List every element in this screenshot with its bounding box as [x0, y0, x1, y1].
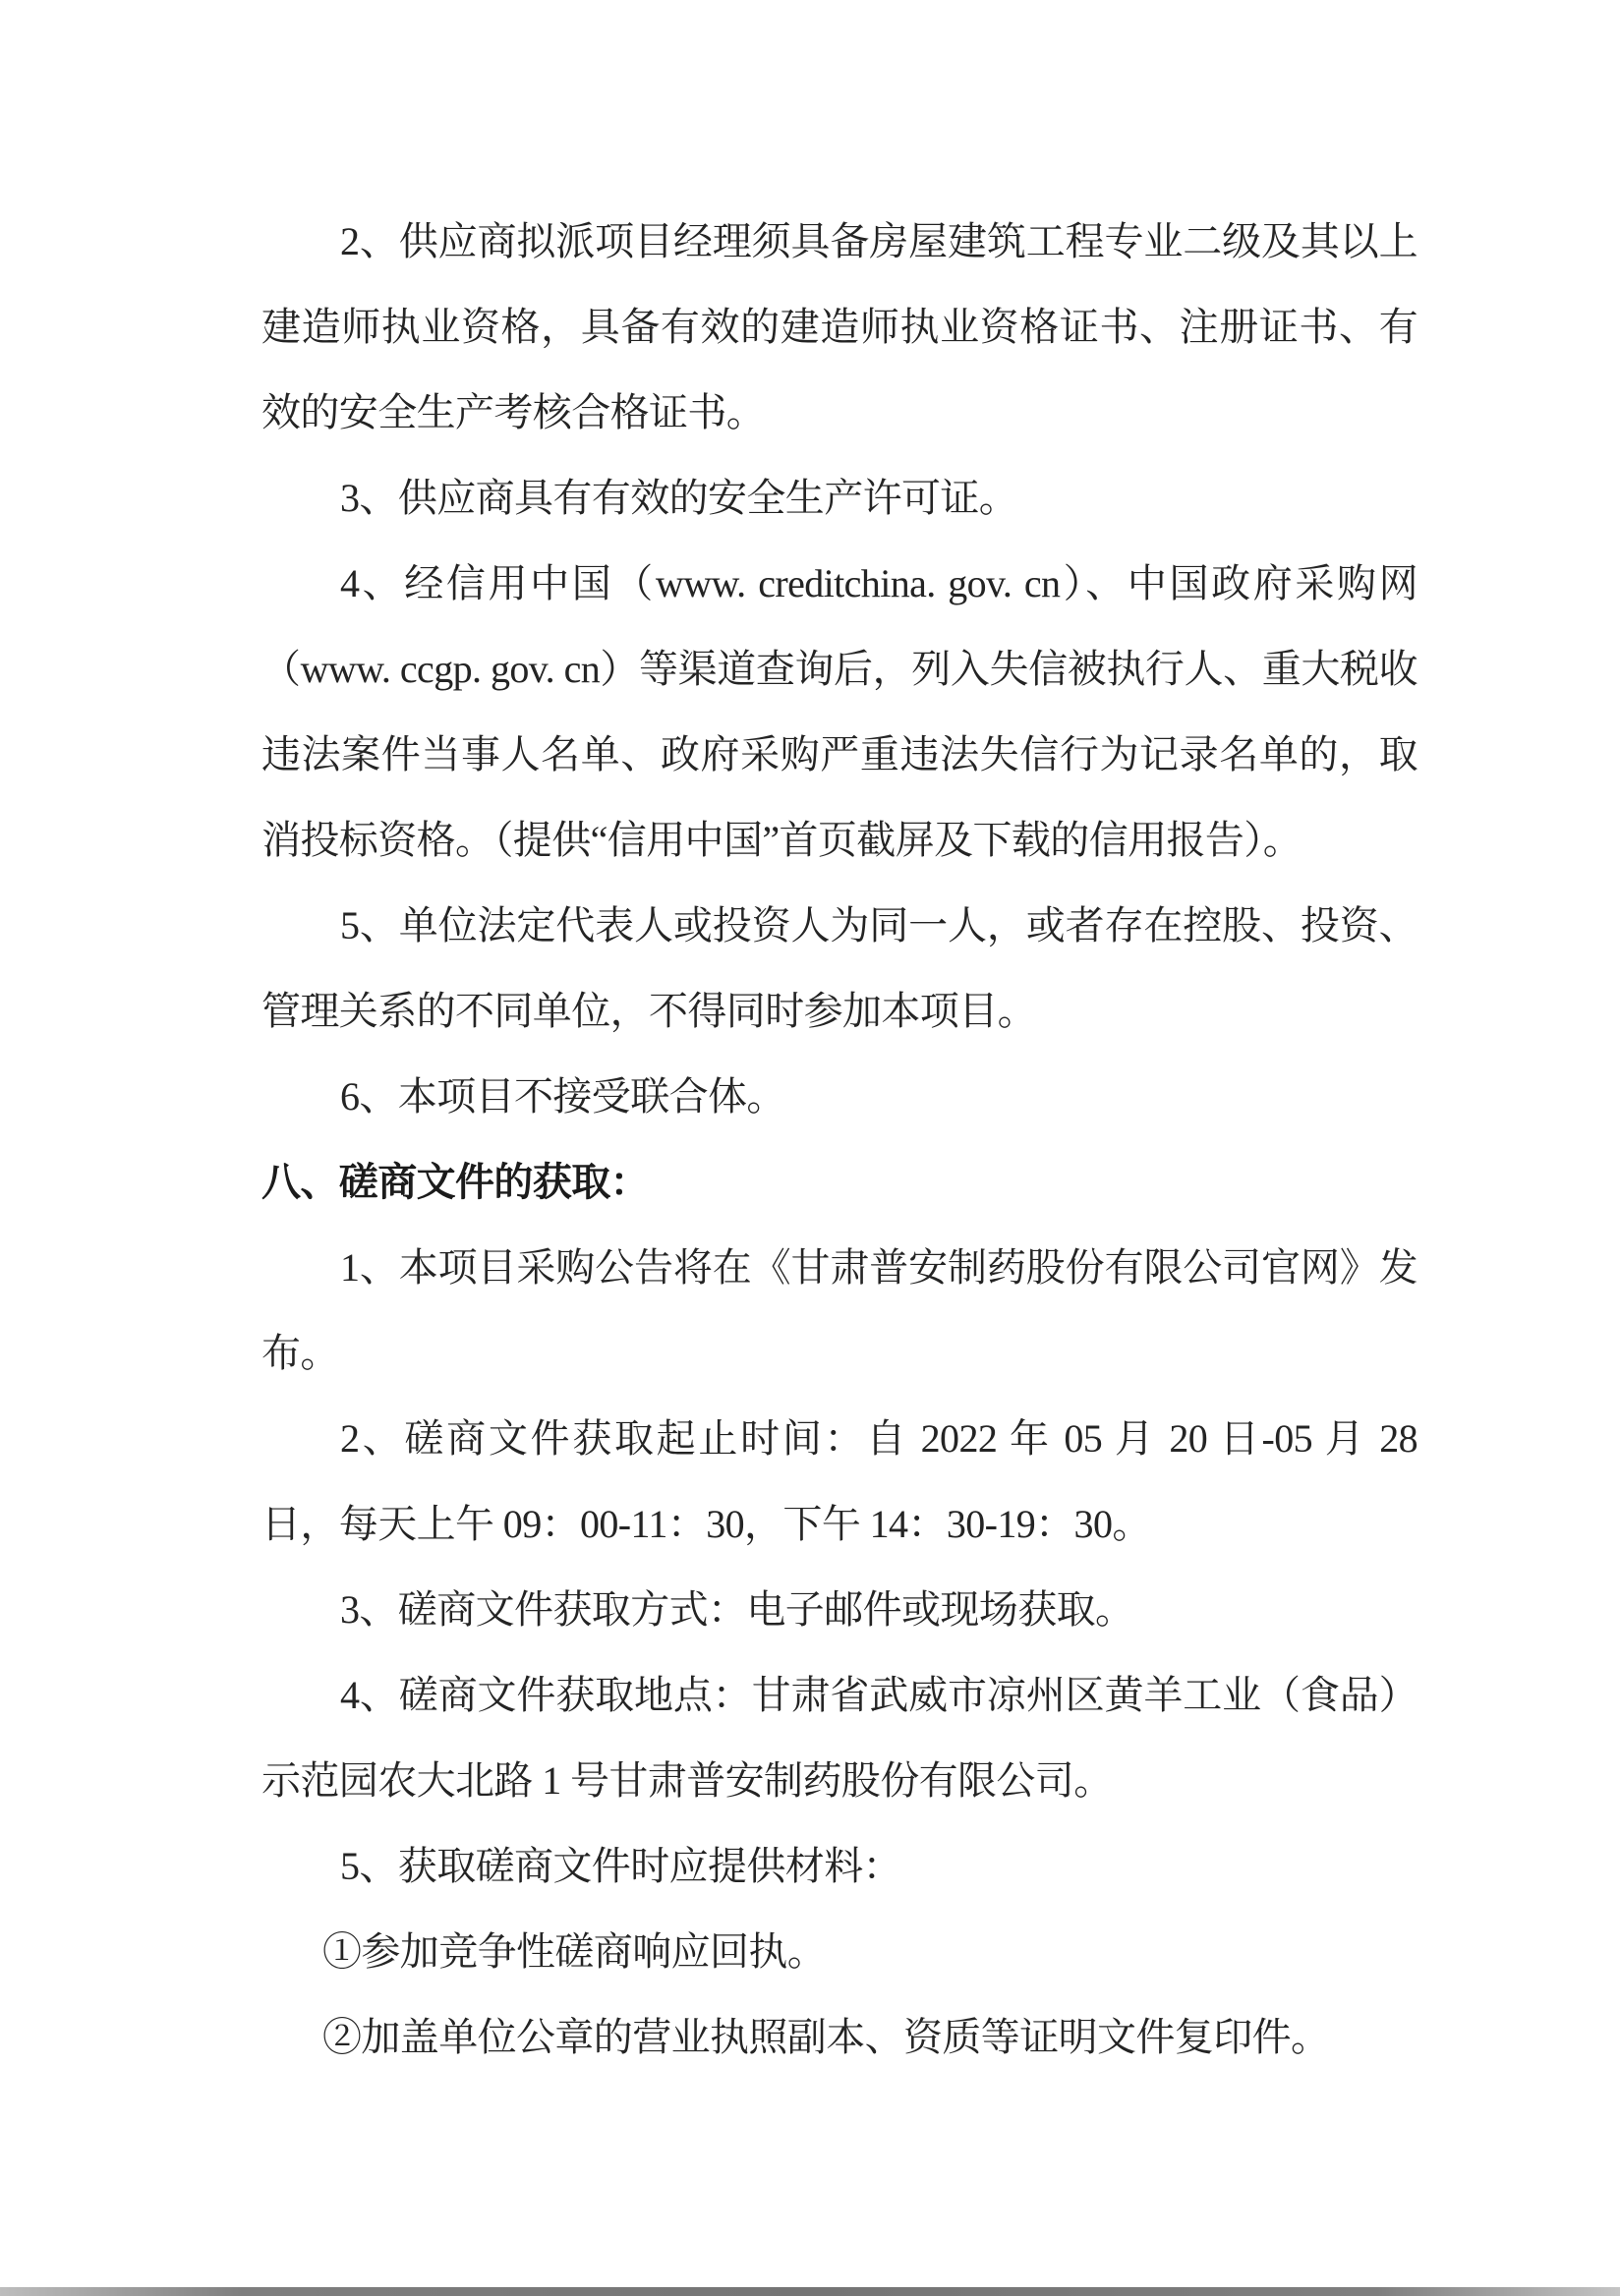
paragraph-no-consortium: 6、本项目不接受联合体。 [340, 1074, 785, 1119]
paragraph-acquisition-time: 2、磋商文件获取起止时间：自 2022 年 05 月 20 日-05 月 28 日，每天上午 09：00-11：30，下午 14：30-19：30。 [261, 1416, 1418, 1546]
scanner-edge-artifact [0, 2287, 1620, 2296]
document-body [261, 199, 1418, 2080]
paragraph-supplier-manager-qualification: 2、供应商拟派项目经理须具备房屋建筑工程专业二级及其以上建造师执业资格，具备有效的建造师执业资格证书、注册证书、有效的安全生产考核合格证书。 [261, 219, 1418, 434]
paragraph-safety-production-license: 3、供应商具有有效的安全生产许可证。 [340, 476, 1018, 520]
paragraph-same-legal-representative: 5、单位法定代表人或投资人为同一人，或者存在控股、投资、管理关系的不同单位，不得同时参加本项目。 [261, 903, 1418, 1033]
paragraph-required-materials: 5、获取磋商文件时应提供材料： [340, 1844, 901, 1888]
paragraph-material-response-receipt: ①参加竞争性磋商响应回执。 [322, 1929, 827, 1974]
paragraph-acquisition-method: 3、磋商文件获取方式：电子邮件或现场获取。 [340, 1587, 1134, 1632]
paragraph-credit-china-check: 4、经信用中国（www. creditchina. gov. cn）、中国政府采购网（www. ccgp. gov. cn）等渠道查询后，列入失信被执行人、重大税收违法案件当事人名单、政府采购严重违法失信行为记录名单的，取消投标资格。（提供“信用中国”首页截屏及下载的信用报告）。 [261, 561, 1418, 862]
section-heading-document-acquisition: 八、磋商文件的获取： [261, 1160, 649, 1204]
paragraph-acquisition-location: 4、磋商文件获取地点：甘肃省武威市凉州区黄羊工业（食品）示范园农大北路 1 号甘肃普安制药股份有限公司。 [261, 1673, 1418, 1803]
paragraph-material-business-license: ②加盖单位公章的营业执照副本、资质等证明文件复印件。 [322, 2015, 1330, 2059]
paragraph-announcement-publication: 1、本项目采购公告将在《甘肃普安制药股份有限公司官网》发布。 [261, 1245, 1418, 1375]
